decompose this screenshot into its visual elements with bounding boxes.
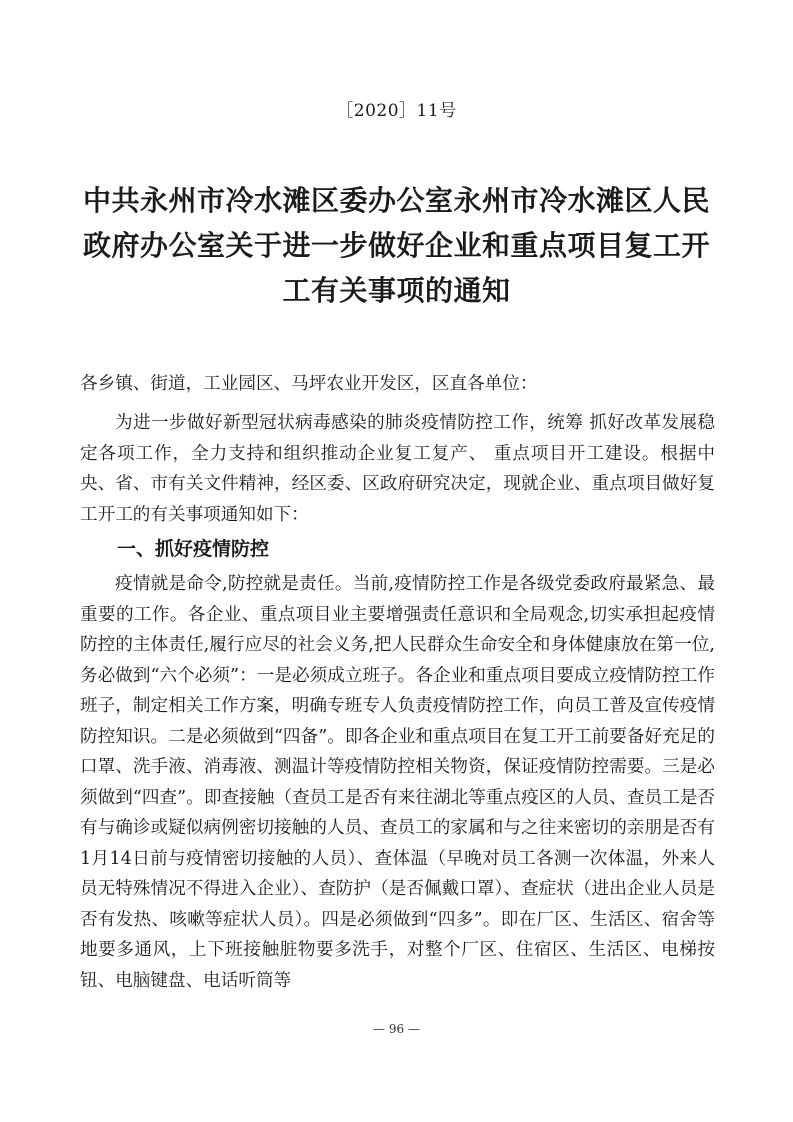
document-title: 中共永州市冷水滩区委办公室永州市冷水滩区人民政府办公室关于进一步做好企业和重点项目复工开工有关事项的通知 (82, 184, 710, 307)
section-heading: 一、抓好疫情防控 (117, 538, 270, 560)
document-number: ［2020］11号 (336, 101, 457, 121)
page-number: — 96 — (373, 1022, 420, 1036)
section-paragraph: 疫情就是命令,防控就是责任。当前,疫情防控工作是各级党委政府最紧急、最重要的工作。各企业、重点项目业主要增强责任意识和全局观念,切实承担起疫情防控的主体责任,履行应尽的社会义务,把人民群众生命安全和身体健康放在第一位,务必做到“六个必须”：一是必须成立班子。各企业和重点项目要成立疫情防控工作班子，制定相关工作方案，明确专班专人负责疫情防控工作，向员工普及宣传疫情防控知识。二是必须做到“四备”。即各企业和重点项目在复工开工前要备好充足的口罩、洗手液、消毒液、测温计等疫情防控相关物资，保证疫情防控需要。三是必须做到“四查”。即查接触（查员工是否有来往湖北等重点疫区的人员、查员工是否有与确诊或疑似病例密切接触的人员、查员工的家属和与之往来密切的亲朋是否有1月14日前与疫情密切接触的人员）、查体温（早晚对员工各测一次体温，外来人员无特殊情况不得进入企业）、查防护（是否佩戴口罩）、查症状（进出企业人员是否有发热、咳嗽等症状人员）。四是必须做到“四多”。即在厂区、生活区、宿舍等地要多通风，上下班接触脏物要多洗手，对整个厂区、住宿区、生活区、电梯按钮、电脑键盘、电话听筒等 (80, 574, 715, 991)
addressee-line: 各乡镇、街道，工业园区、马坪农业开发区，区直各单位： (80, 374, 538, 394)
intro-paragraph: 为进一步做好新型冠状病毒感染的肺炎疫情防控工作，统筹 抓好改革发展稳定各项工作，全力支持和组织推动企业复工复产、 重点项目开工建设。根据中央、省、市有关文件精神，经区委、区政府研究决定，现就企业、重点项目做好复工开工的有关事项通知如下： (80, 413, 715, 525)
